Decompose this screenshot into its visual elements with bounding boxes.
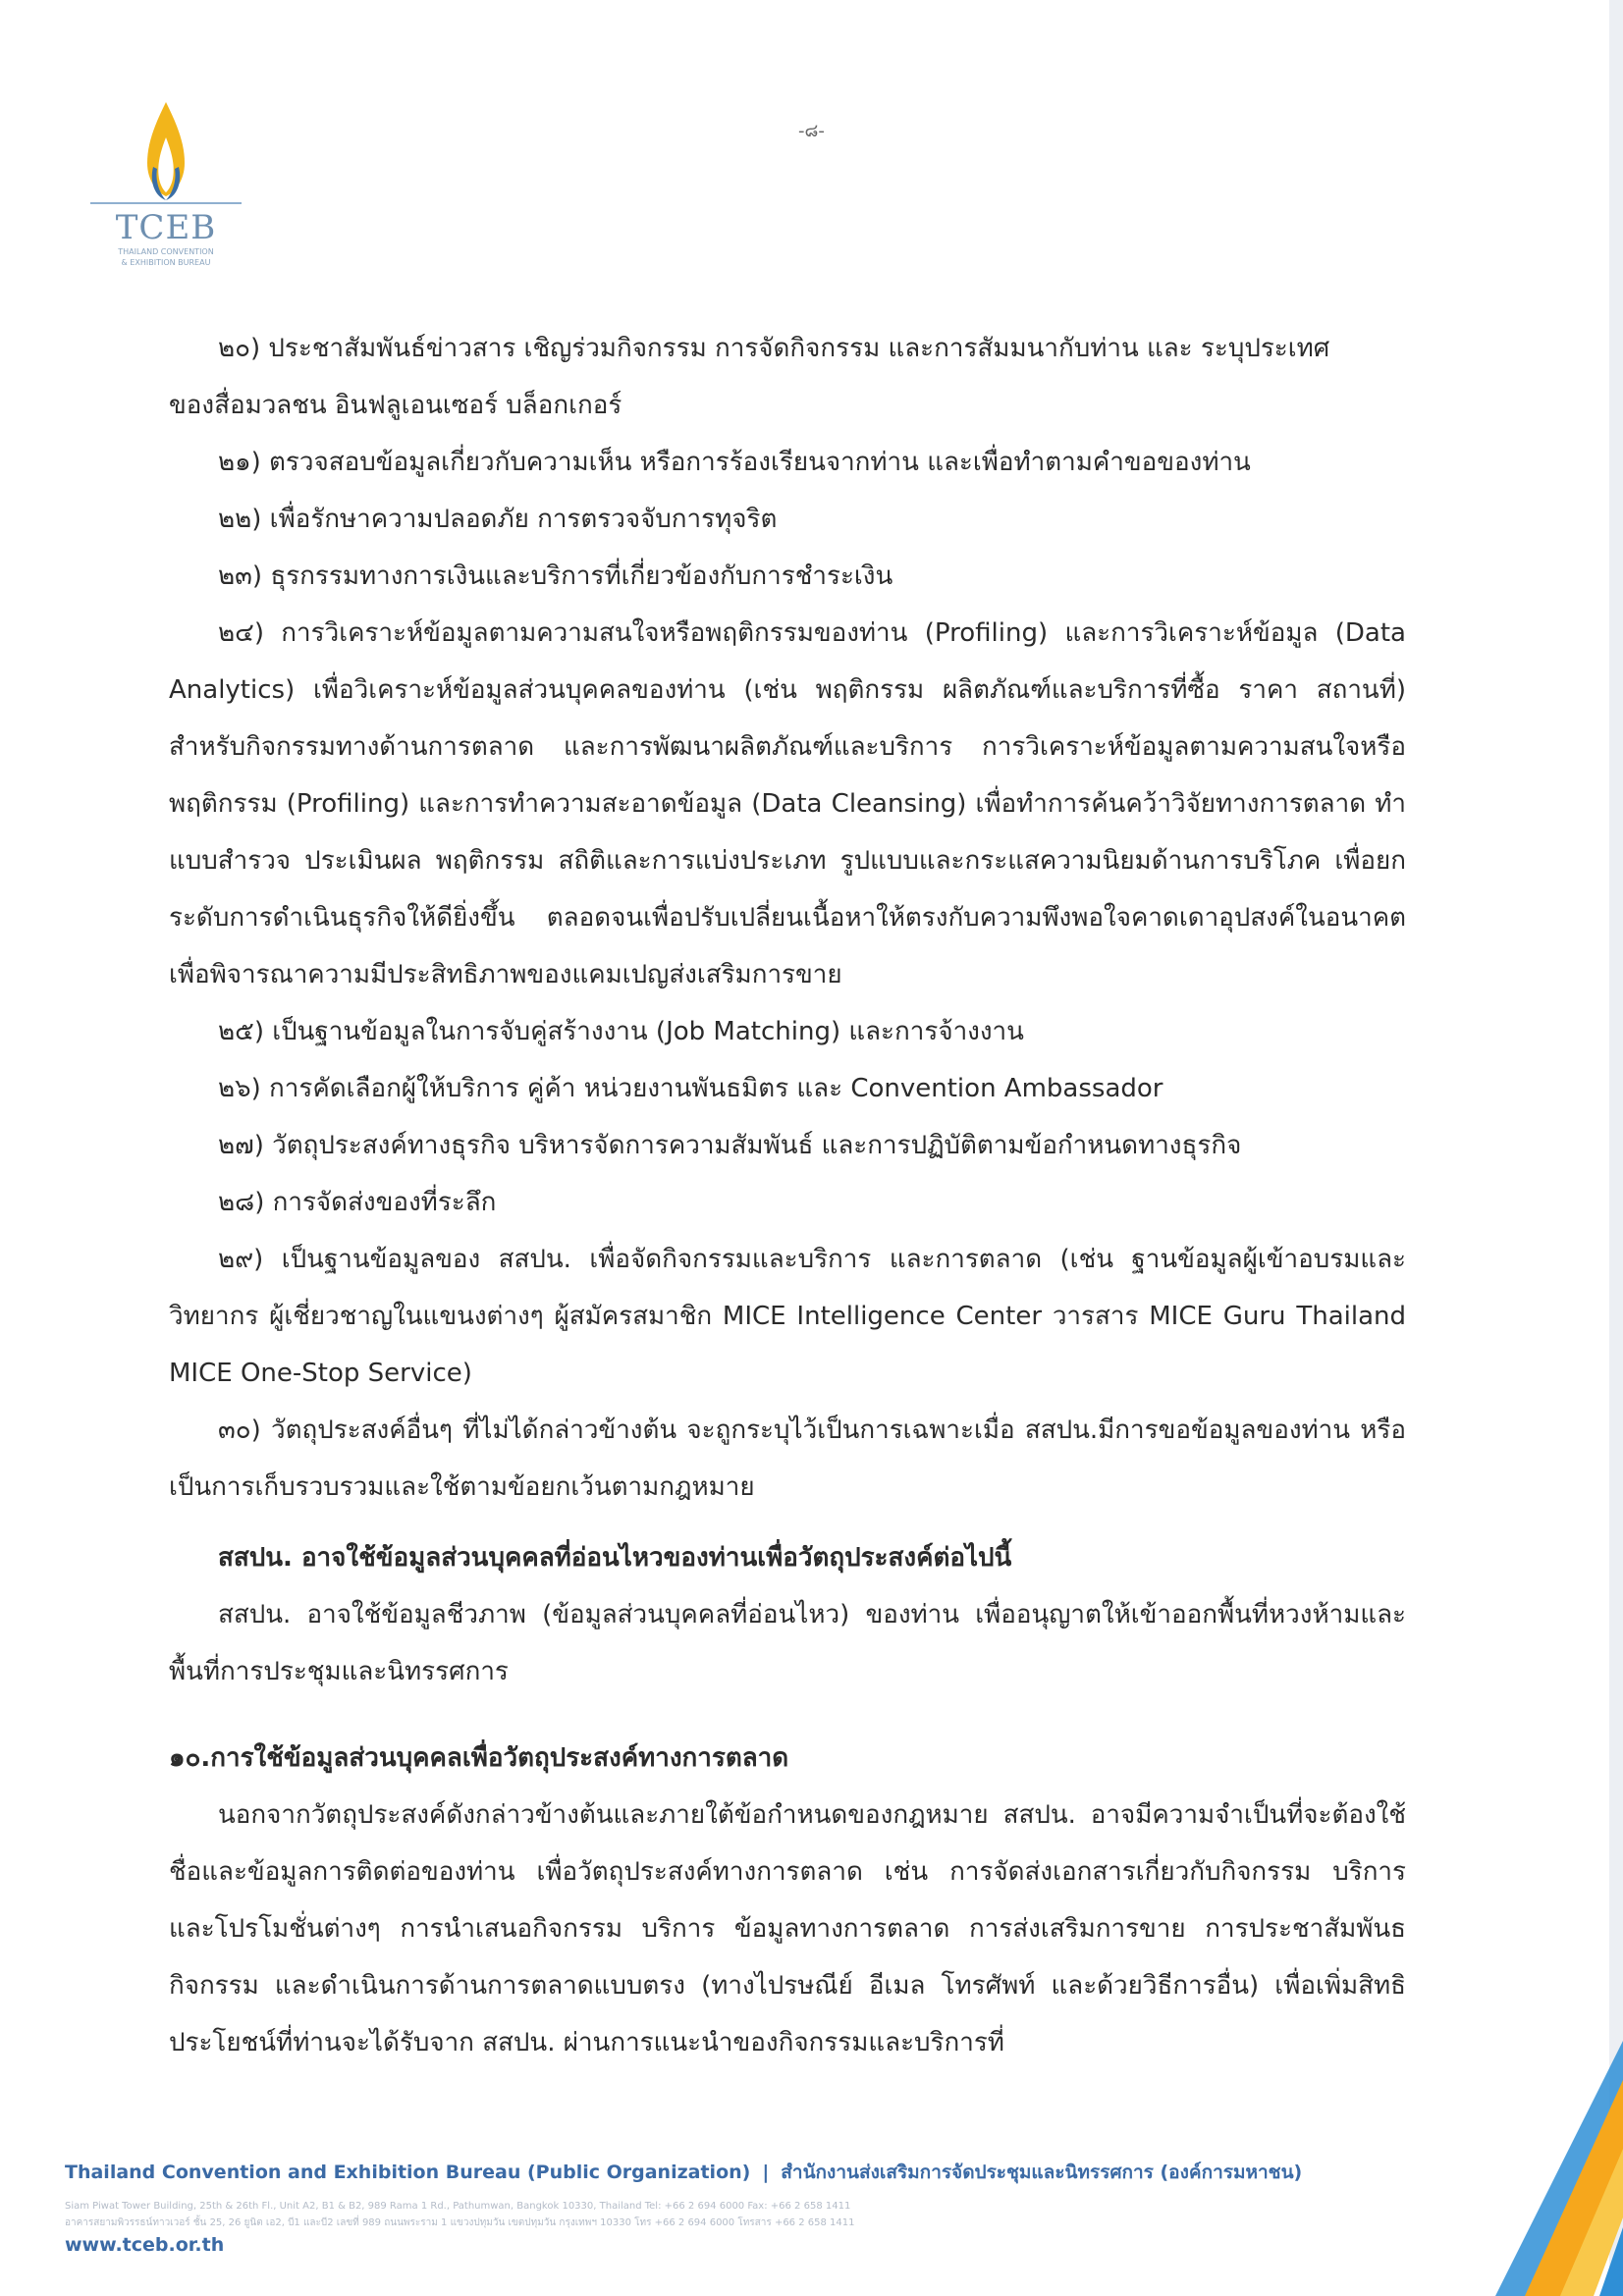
footer-address-thai: อาคารสยามพิวรรธน์ทาวเวอร์ ชั้น 25, 26 ยูนิต เอ2, บี1 และบี2 เลขที่ 989 ถนนพระราม 1 แขวงปทุมวัน เขตปทุมวัน กรุงเทพฯ 10330 โทร +66 2 694 6000 โทรสาร +66 2 658 1411 [65, 2217, 855, 2228]
item-27: ๒๗) วัตถุประสงค์ทางธุรกิจ บริหารจัดการความสัมพันธ์ และการปฏิบัติตามข้อกำหนดทางธุรกิจ [218, 1131, 1242, 1160]
item-29: ๒๙) เป็นฐานข้อมูลของ สสปน. เพื่อจัดกิจกรรมและบริการ และการตลาด (เช่น ฐานข้อมูลผู้เข้าอบรมและวิทยากร ผู้เชี่ยวชาญในแขนงต่างๆ ผู้สมัครสมาชิก MICE Intelligence Center วารสาร MICE Guru Thailand MICE One-Stop Service) [169, 1245, 1406, 1388]
page-footer [65, 2158, 1439, 2256]
item-24: ๒๔) การวิเคราะห์ข้อมูลตามความสนใจหรือพฤติกรรมของท่าน (Profiling) และการวิเคราะห์ข้อมูล (Data Analytics) เพื่อวิเคราะห์ข้อมูลส่วนบุคคลของท่าน (เช่น พฤติกรรม ผลิตภัณฑ์และบริการที่ซื้อ ราคา สถานที่) สำหรับกิจกรรมทางด้านการตลาด และการพัฒนาผลิตภัณฑ์และบริการ การวิเคราะห์ข้อมูลตามความสนใจหรือพฤติกรรม (Profiling) และการทำความสะอาดข้อมูล (Data Cleansing) เพื่อทำการค้นคว้าวิจัยทางการตลาด ทำแบบสำรวจ ประเมินผล พฤติกรรม สถิติและการแบ่งประเภท รูปแบบและกระแสความนิยมด้านการบริโภค เพื่อยกระดับการดำเนินธุรกิจให้ดียิ่งขึ้น ตลอดจนเพื่อปรับเปลี่ยนเนื้อหาให้ตรงกับความพึงพอใจคาดเดาอุปสงค์ในอนาคต เพื่อพิจารณาความมีประสิทธิภาพของแคมเปญส่งเสริมการขาย [169, 618, 1406, 989]
item-28: ๒๘) การจัดส่งของที่ระลึก [218, 1188, 497, 1217]
section-10-heading: ๑๐.การใช้ข้อมูลส่วนบุคคลเพื่อวัตถุประสงค์ทางการตลาด [169, 1743, 789, 1773]
logo-wordmark: TCEB [115, 208, 217, 247]
item-23: ๒๓) ธุรกรรมทางการเงินและบริการที่เกี่ยวข้องกับการชำระเงิน [218, 561, 893, 591]
item-25: ๒๕) เป็นฐานข้อมูลในการจับคู่สร้างงาน (Job Matching) และการจ้างงาน [218, 1017, 1024, 1046]
footer-address-english: Siam Piwat Tower Building, 25th & 26th Fl., Unit A2, B1 & B2, 989 Rama 1 Rd., Pathumwan, Bangkok 10330, Thailand Tel: +66 2 694 6000 Fax: +66 2 658 1411 [65, 2201, 851, 2212]
footer-org-english: Thailand Convention and Exhibition Bureau (Public Organization) [65, 2162, 751, 2183]
flame-emblem-icon [82, 98, 249, 206]
sensitive-data-heading: สสปน. อาจใช้ข้อมูลส่วนบุคคลที่อ่อนไหวของท่านเพื่อวัตถุประสงค์ต่อไปนี้ [218, 1543, 1012, 1573]
footer-website-link[interactable]: www.tceb.or.th [65, 2234, 225, 2256]
footer-org-thai: สำนักงานส่งเสริมการจัดประชุมและนิทรรศการ (องค์การมหาชน) [781, 2162, 1303, 2183]
corner-ribbon-decoration [1495, 2041, 1623, 2296]
logo-subtitle-line2: & EXHIBITION BUREAU [121, 258, 211, 267]
document-body [169, 320, 1406, 2071]
logo-subtitle-line1: THAILAND CONVENTION [118, 247, 214, 256]
section-10-paragraph: นอกจากวัตถุประสงค์ดังกล่าวข้างต้นและภายใต้ข้อกำหนดของกฎหมาย สสปน. อาจมีความจำเป็นที่จะต้องใช้ชื่อและข้อมูลการติดต่อของท่าน เพื่อวัตถุประสงค์ทางการตลาด เช่น การจัดส่งเอกสารเกี่ยวกับกิจกรรม บริการ และโปรโมชั่นต่างๆ การนำเสนอกิจกรรม บริการ ข้อมูลทางการตลาด การส่งเสริมการขาย การประชาสัมพันธกิจกรรม และดำเนินการด้านการตลาดแบบตรง (ทางไปรษณีย์ อีเมล โทรศัพท์ และด้วยวิธีการอื่น) เพื่อเพิ่มสิทธิประโยชน์ที่ท่านจะได้รับจาก สสปน. ผ่านการแนะนำของกิจกรรมและบริการที่ [169, 1800, 1406, 2057]
item-20-line2: ของสื่อมวลชน อินฟลูเอนเซอร์ บล็อกเกอร์ [169, 391, 622, 420]
item-21: ๒๑) ตรวจสอบข้อมูลเกี่ยวกับความเห็น หรือการร้องเรียนจากท่าน และเพื่อทำตามคำขอของท่าน [218, 448, 1251, 477]
footer-separator: | [762, 2162, 770, 2183]
scan-page-edge [1609, 0, 1623, 2296]
item-30: ๓๐) วัตถุประสงค์อื่นๆ ที่ไม่ได้กล่าวข้างต้น จะถูกระบุไว้เป็นการเฉพาะเมื่อ สสปน.มีการขอข้อมูลของท่าน หรือเป็นการเก็บรวบรวมและใช้ตามข้อยกเว้นตามกฎหมาย [169, 1415, 1406, 1502]
item-22: ๒๒) เพื่อรักษาความปลอดภัย การตรวจจับการทุจริต [218, 505, 778, 534]
sensitive-data-paragraph: สสปน. อาจใช้ข้อมูลชีวภาพ (ข้อมูลส่วนบุคคลที่อ่อนไหว) ของท่าน เพื่ออนุญาตให้เข้าออกพื้นที่หวงห้ามและพื้นที่การประชุมและนิทรรศการ [169, 1600, 1406, 1686]
item-26: ๒๖) การคัดเลือกผู้ให้บริการ คู่ค้า หน่วยงานพันธมิตร และ Convention Ambassador [218, 1074, 1163, 1103]
item-20-line1: ๒๐) ประชาสัมพันธ์ข่าวสาร เชิญร่วมกิจกรรม การจัดกิจกรรม และการสัมมนากับท่าน และ ระบุประเทศ [218, 334, 1330, 363]
footer-organization [65, 2158, 1439, 2187]
page-number: -๘- [798, 121, 825, 141]
